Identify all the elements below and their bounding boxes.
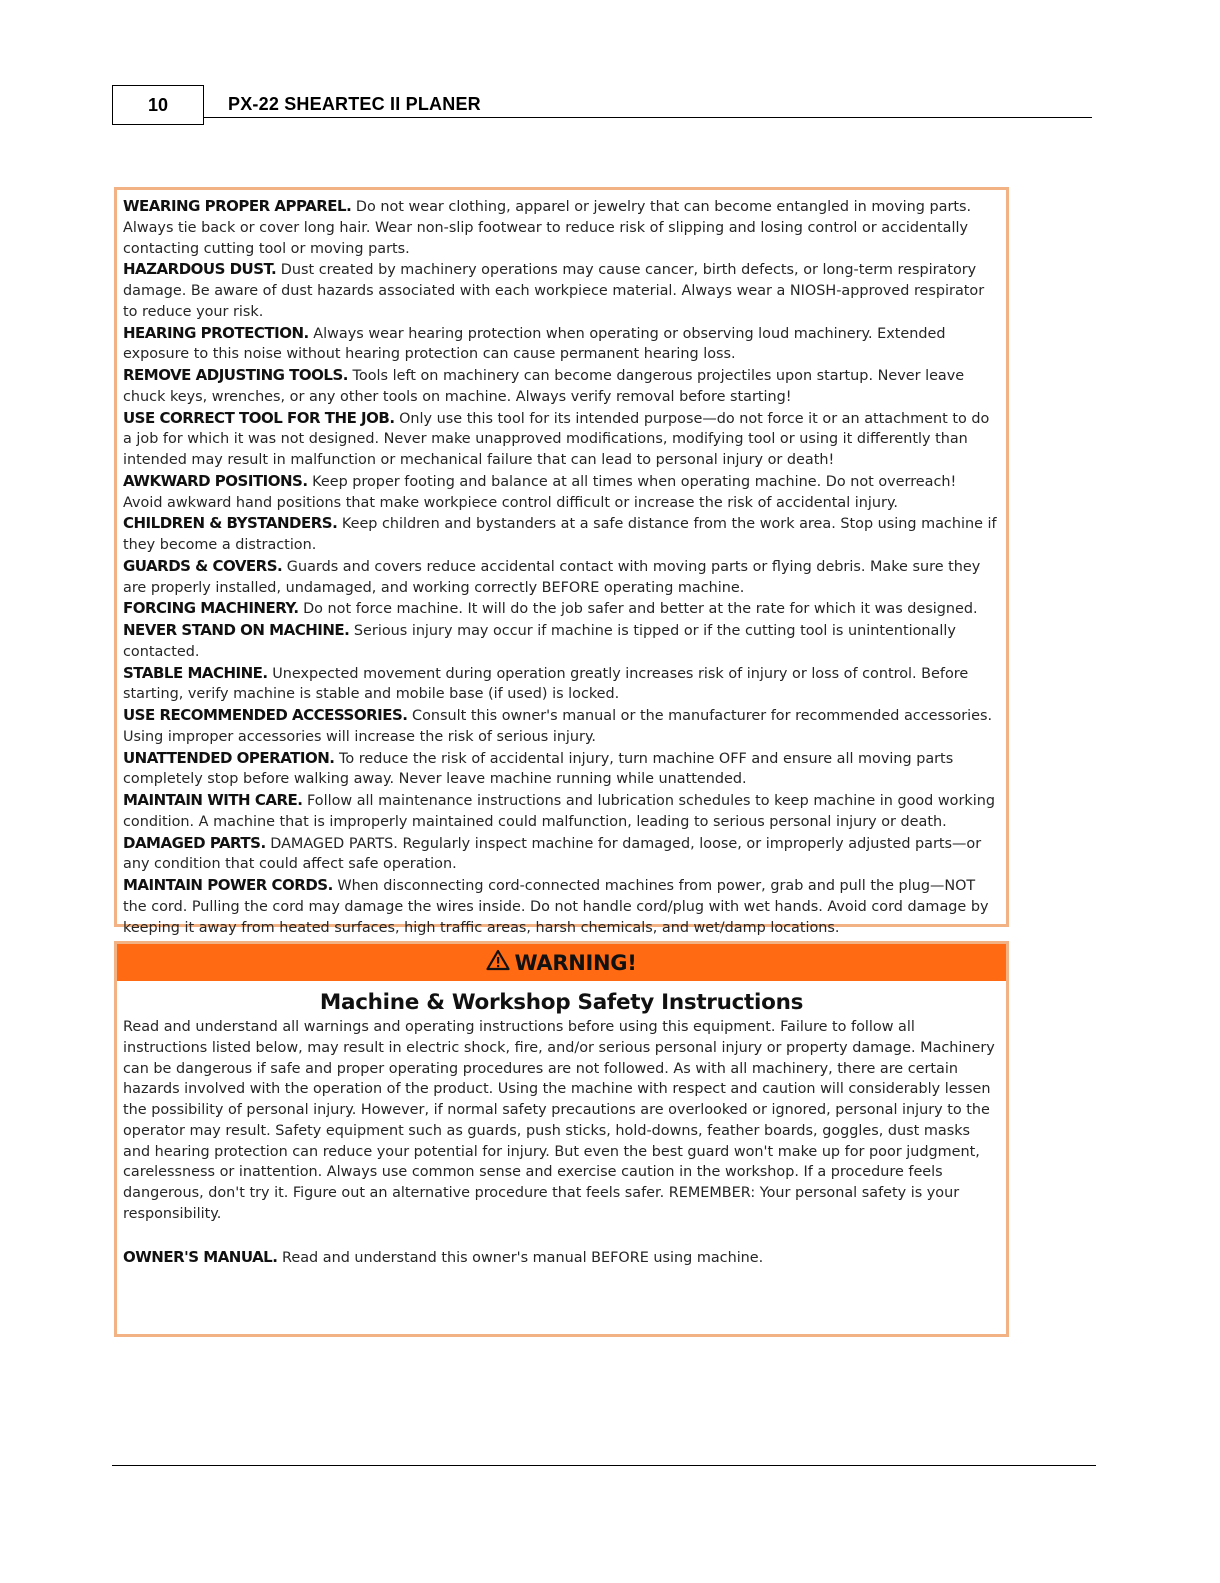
rule-forcing-machinery bbox=[123, 598, 1000, 620]
rule-damaged-parts bbox=[123, 833, 1000, 876]
rule-text: Do not force machine. It will do the job safer and better at the rate for which it was designed. bbox=[298, 601, 978, 618]
safety-rules-box bbox=[114, 187, 1009, 936]
rule-hazardous-dust bbox=[123, 259, 1000, 322]
rule-heading: HAZARDOUS DUST. bbox=[123, 260, 277, 279]
page-number: 10 bbox=[112, 85, 204, 125]
rule-maintain-power-cords bbox=[123, 875, 1000, 938]
rule-text: Follow all maintenance instructions and lubrication schedules to keep machine in good working condition. A machine that is improperly maintained could malfunction, leading to serious personal injury or death. bbox=[123, 793, 995, 830]
rule-text: Guards and covers reduce accidental contact with moving parts or flying debris. Make sure they are properly installed, undamaged, and working correctly BEFORE operating machine. bbox=[123, 558, 981, 596]
rule-heading: USE CORRECT TOOL FOR THE JOB. bbox=[123, 408, 395, 427]
rule-heading: MAINTAIN WITH CARE. bbox=[123, 791, 303, 809]
rule-text: Tools left on machinery can become dangerous projectiles upon startup. Never leave chuck keys, wrenches, or any other tools on machine. Always verify removal before starting! bbox=[123, 368, 965, 405]
safety-instructions-body: Read and understand all warnings and operating instructions before using this equipment. Failure to follow all instructions listed below, may result in electric shock, fire, and/or serious personal injury or property damage. Machinery can be dangerous if safe and proper operating procedures are not followed. As with all machinery, there are certain hazards involved with the operation of the product. Using the machine with respect and caution will considerably lessen the possibility of personal injury. However, if normal safety precautions are overlooked or ignored, personal injury to the operator may result. Safety equipment such as guards, push sticks, hold-downs, feather boards, goggles, dust masks and hearing protection can reduce your potential for injury. But even the best guard won't make up for poor judgment, carelessness or inattention. Always use common sense and exercise caution in the workshop. If a procedure feels dangerous, don't try it. Figure out an alternative procedure that feels safer. REMEMBER: Your personal safety is your responsibility. bbox=[123, 1019, 995, 1222]
rule-heading: FORCING MACHINERY. bbox=[123, 599, 299, 618]
owners-manual-text: Read and understand this owner's manual BEFORE using machine. bbox=[277, 1249, 764, 1266]
rule-use-recommended-accessories bbox=[123, 705, 1000, 748]
rule-heading: HEARING PROTECTION. bbox=[123, 323, 309, 342]
safety-instructions-title: Machine & Workshop Safety Instructions bbox=[319, 990, 804, 1015]
rule-children-bystanders bbox=[123, 513, 1000, 556]
rule-text: Do not wear clothing, apparel or jewelry that can become entangled in moving parts. Always tie back or cover long hair. Wear non-slip footwear to reduce risk of slipping and losing control or accidentally contacting cutting tool or moving parts. bbox=[123, 199, 972, 257]
warning-box bbox=[114, 941, 1009, 1337]
rule-wearing-proper-apparel bbox=[123, 196, 1000, 259]
rule-text: Only use this tool for its intended purpose—do not force it or an attachment to do a job for which it was not designed. Never make unapproved modifications, modifying tool or using it differently than intended may result in malfunction or mechanical failure that can lead to personal injury or death! bbox=[123, 410, 990, 468]
rule-text: Keep children and bystanders at a safe distance from the work area. Stop using machine if they become a distraction. bbox=[123, 516, 997, 553]
rule-heading: NEVER STAND ON MACHINE. bbox=[123, 621, 350, 639]
rule-unattended-operation bbox=[123, 748, 1000, 791]
rule-text: Consult this owner's manual or the manufacturer for recommended accessories. Using improper accessories will increase the risk of serious injury. bbox=[123, 708, 993, 745]
rule-heading: MAINTAIN POWER CORDS. bbox=[123, 876, 333, 894]
rule-heading: USE RECOMMENDED ACCESSORIES. bbox=[123, 706, 408, 724]
rule-text: To reduce the risk of accidental injury, turn machine OFF and ensure all moving parts completely stop before walking away. Never leave machine running while unattended. bbox=[123, 750, 954, 788]
rule-heading: STABLE MACHINE. bbox=[123, 663, 268, 682]
rule-remove-adjusting-tools bbox=[123, 365, 1000, 408]
rule-heading: WEARING PROPER APPAREL. bbox=[123, 197, 352, 215]
rule-text: Unexpected movement during operation greatly increases risk of injury or loss of control. Before starting, verify machine is stable and mobile base (if used) is locked. bbox=[123, 665, 969, 703]
owners-manual-note bbox=[123, 1247, 998, 1269]
rule-text: When disconnecting cord-connected machines from power, grab and pull the plug—NOT the cord. Pulling the cord may damage the wires inside. Do not handle cord/plug with wet hands. Avoid cord damage by keeping it away from heated surfaces, high traffic areas, harsh chemicals, and wet/damp locations. bbox=[123, 878, 989, 936]
rule-awkward-positions bbox=[123, 471, 1000, 514]
rule-text: Keep proper footing and balance at all times when operating machine. Do not overreach! Avoid awkward hand positions that make workpiece control difficult or increase the risk of accidental injury. bbox=[123, 473, 957, 511]
rule-heading: REMOVE ADJUSTING TOOLS. bbox=[123, 366, 348, 384]
footer-divider bbox=[112, 1465, 1096, 1466]
rule-hearing-protection bbox=[123, 323, 1000, 366]
rule-text: Serious injury may occur if machine is tipped or if the cutting tool is unintentionally contacted. bbox=[123, 623, 956, 660]
warning-triangle-icon bbox=[486, 949, 514, 976]
rule-heading: UNATTENDED OPERATION. bbox=[123, 748, 335, 767]
rule-never-stand-on-machine bbox=[123, 620, 1000, 663]
rule-heading: DAMAGED PARTS. bbox=[123, 833, 266, 852]
owners-manual-heading: OWNER'S MANUAL. bbox=[123, 1247, 278, 1266]
rule-stable-machine bbox=[123, 663, 1000, 706]
header-divider bbox=[204, 117, 1092, 118]
rule-text: DAMAGED PARTS. Regularly inspect machine for damaged, loose, or improperly adjusted parts—or any condition that could affect safe operation. bbox=[123, 835, 982, 873]
rule-text: Dust created by machinery operations may cause cancer, birth defects, or long-term respiratory damage. Be aware of dust hazards associated with each workpiece material. Always wear a NIOSH-approved respirator to reduce your risk. bbox=[123, 262, 985, 320]
rule-text: Always wear hearing protection when operating or observing loud machinery. Extended exposure to this noise without hearing protection can cause permanent hearing loss. bbox=[123, 325, 946, 363]
warning-banner-text: WARNING! bbox=[514, 950, 637, 975]
rule-use-correct-tool bbox=[123, 408, 1000, 471]
rule-guards-covers bbox=[123, 556, 1000, 599]
warning-banner bbox=[117, 944, 1006, 981]
rule-maintain-with-care bbox=[123, 790, 1000, 833]
rule-heading: AWKWARD POSITIONS. bbox=[123, 471, 308, 490]
rule-heading: CHILDREN & BYSTANDERS. bbox=[123, 514, 338, 533]
document-title: PX-22 SHEARTEC II PLANER bbox=[228, 94, 481, 114]
rule-heading: GUARDS & COVERS. bbox=[123, 556, 283, 575]
